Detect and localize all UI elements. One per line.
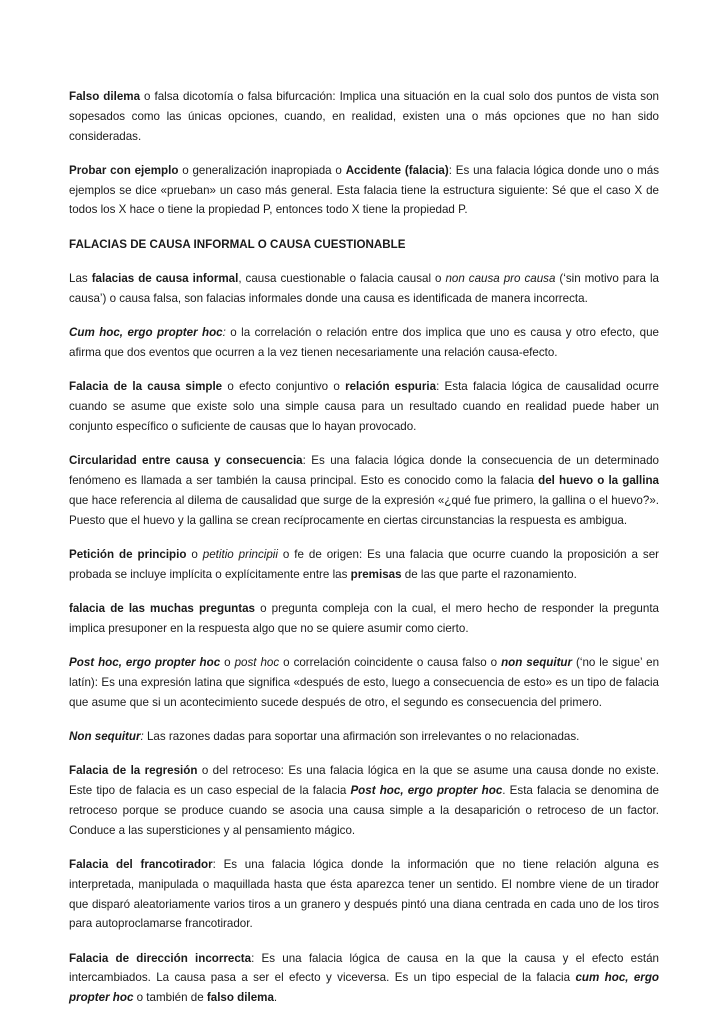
paragraph [69, 761, 659, 840]
text-run: (‘sin motivo para la causa’) o causa falsa, son falacias informales donde una causa es identificada de manera incorrecta. [69, 272, 659, 305]
text-run: o [186, 547, 203, 561]
section-heading [69, 235, 659, 255]
emphasized-term: Falacia de la [69, 764, 145, 778]
text-run: , causa cuestionable o falacia causal o [238, 272, 446, 286]
paragraph [69, 855, 659, 934]
paragraph [69, 161, 659, 220]
emphasized-term: non causa pro causa [445, 272, 556, 286]
text-run: o efecto conjuntivo o [222, 380, 346, 394]
emphasized-term: Post hoc, ergo propter hoc [69, 656, 221, 670]
text-run: o falsa dicotomía o falsa bifurcación: Implica una situación en la cual solo dos puntos de vista son sopesados como las únicas opciones, cuando, en realidad, existen una o más opciones que no han sido consideradas. [69, 90, 659, 143]
emphasized-term: Circularidad entre causa y consecuencia [69, 454, 303, 468]
emphasized-term: Cum hoc, ergo propter hoc [69, 326, 223, 340]
text-run: o [220, 656, 235, 670]
emphasized-term: relación espuria [345, 380, 437, 394]
document-body [69, 87, 659, 1022]
text-run: Las [69, 272, 92, 286]
paragraph [69, 451, 659, 530]
text-run: : Es una falacia lógica donde uno o más ejemplos se dice «prueban» un caso más general. Esta falacia tiene la estructura siguiente: Sé que el caso X de todos los X hace o tiene la propiedad P, entonces todo X tiene la propiedad P. [69, 163, 659, 217]
emphasized-term: Probar con ejemplo [69, 163, 179, 177]
emphasized-term: cum hoc, ergo propter hoc [69, 971, 659, 1005]
text-run: que hace referencia al dilema de causalidad que surge de la expresión «¿qué fue primero, la gallina o el huevo?». Puesto que el huevo y la gallina se crean recíprocamente en ciertas circunstancias la respuesta es ambigua. [69, 493, 659, 527]
text-run: o también de [133, 991, 207, 1005]
text-run: (‘no le sigue’ en latín): Es una expresión latina que significa «después de esto, luego a consecuencia de esto» es un tipo de falacia que asume que si un acontecimiento sucede después de otro, el segundo es consecuencia del primero. [69, 656, 660, 709]
emphasized-term: regresión [144, 764, 198, 778]
text-run: o fe de origen: Es una falacia que ocurre cuando la proposición a ser probada se incluye implícita o explícitamente entre las [69, 547, 660, 581]
emphasized-term: falacia de las muchas preguntas [69, 601, 255, 615]
emphasized-term: : [222, 326, 226, 340]
emphasized-term: Falso dilema [69, 90, 141, 103]
text-run: . Esta falacia se denomina de retroceso porque se produce cuando se asocia una causa simple a la desaparición o retroceso de un factor. Conduce a las supersticiones y al pensamiento mágico. [69, 784, 659, 837]
text-run: o generalización inapropiada o [178, 163, 346, 177]
emphasized-term: Post hoc, ergo propter hoc [350, 784, 503, 798]
paragraph [69, 323, 659, 363]
paragraph [69, 949, 659, 1008]
paragraph [69, 269, 659, 309]
emphasized-term: Falacia del francotirador [69, 857, 213, 871]
text-run: : Es una falacia lógica donde la consecuencia de un determinado fenómeno es llamada a ser también la causa principal. Esto es conocido como la falacia [69, 454, 660, 487]
emphasized-term: falso dilema [206, 991, 274, 1005]
text-run: : Es una falacia lógica donde la información que no tiene relación alguna es interpretada, manipulada o maquillada hasta que ésta aparezca tener un sentido. El nombre viene de un tirador que disparó aleatoriamente varios tiros a un granero y después pintó una diana centrada en cada uno de los tiros para autoproclamarse francotirador. [69, 857, 659, 931]
text-run: de las que parte el razonamiento. [401, 567, 577, 581]
text-run: o pregunta compleja con la cual, el mero hecho de responder la pregunta implica presuponer en la respuesta algo que no se quiere asumir como cierto. [69, 601, 659, 635]
paragraph [69, 545, 659, 585]
text-run: Las razones dadas para soportar una afirmación son irrelevantes o no relacionadas. [143, 729, 580, 743]
emphasized-term: Falacia de la causa simple [69, 380, 223, 394]
emphasized-term: : [140, 729, 144, 743]
emphasized-term: Non sequitur [69, 729, 141, 743]
emphasized-term: petitio principii [202, 547, 278, 561]
paragraph [69, 377, 659, 436]
text-run: . [273, 991, 278, 1005]
emphasized-term: falacias de causa informal [91, 272, 239, 286]
text-run: : Es una falacia lógica de causa en la que la causa y el efecto están intercambiados. La causa pasa a ser el efecto y viceversa. Es un tipo especial de la falacia [69, 951, 659, 985]
text-run: o del retroceso: Es una falacia lógica en la que se asume una causa donde no existe. Este tipo de falacia es un caso especial de la falacia [69, 764, 659, 798]
emphasized-term: post hoc [234, 656, 280, 670]
emphasized-term: Falacia de dirección incorrecta [69, 951, 252, 965]
paragraph [69, 727, 659, 747]
paragraph [69, 87, 659, 146]
emphasized-term: FALACIAS DE CAUSA INFORMAL O CAUSA CUESTIONABLE [69, 237, 406, 251]
paragraph [69, 599, 659, 639]
emphasized-term: del huevo o la gallina [538, 473, 659, 487]
emphasized-term: Accidente (falacia) [345, 163, 449, 177]
emphasized-term: non sequitur [501, 656, 573, 670]
emphasized-term: Petición de principio [69, 547, 187, 561]
emphasized-term: premisas [350, 567, 402, 581]
text-run: o la correlación o relación entre dos implica que uno es causa y otro efecto, que afirma que dos eventos que ocurren a la vez tienen necesariamente una relación causa-efecto. [69, 326, 659, 359]
text-run: : Esta falacia lógica de causalidad ocurre cuando se asume que existe solo una simple causa para un resultado cuando en realidad puede haber un conjunto específico o suficiente de causas que lo hayan provocado. [69, 380, 659, 433]
text-run: o correlación coincidente o causa falso o [279, 656, 502, 670]
paragraph [69, 653, 659, 712]
